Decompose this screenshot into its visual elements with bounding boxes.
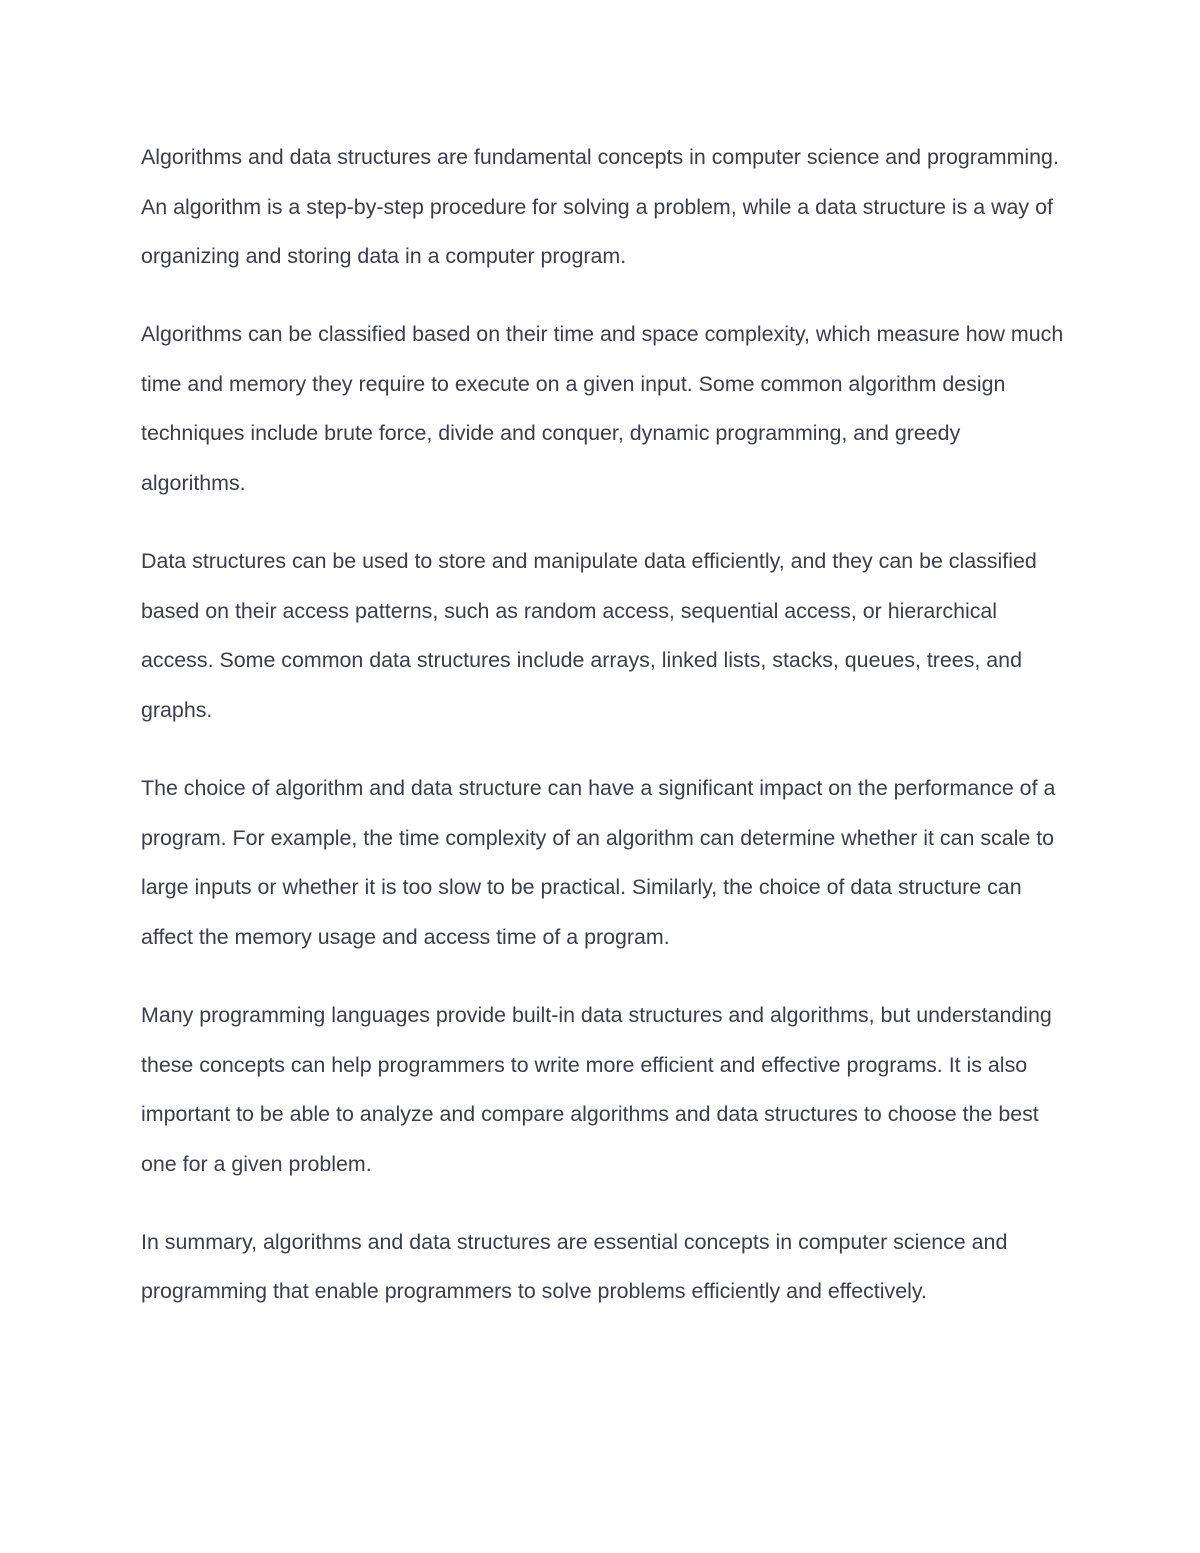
paragraph-summary: In summary, algorithms and data structures are essential concepts in computer science and programming that enable programmers to solve problems efficiently and effectively. [141,1229,1008,1304]
paragraph-programming-languages: Many programming languages provide built-in data structures and algorithms, but understanding these concepts can help programmers to write more efficient and effective programs. It is also important to be able to analyze and compare algorithms and data structures to choose the best one for a given problem. [141,1002,1052,1176]
paragraph-data-structures: Data structures can be used to store and manipulate data efficiently, and they can be classified based on their access patterns, such as random access, sequential access, or hierarchical access. Some common data structures include arrays, linked lists, stacks, queues, trees, and graphs. [141,549,1037,722]
paragraph-intro: Algorithms and data structures are fundamental concepts in computer science and programming. An algorithm is a step-by-step procedure for solving a problem, while a data structure is a way of organizing and storing data in a computer program. [141,145,1059,269]
paragraph-performance-impact: The choice of algorithm and data structure can have a significant impact on the performance of a program. For example, the time complexity of an algorithm can determine whether it can scale to large inputs or whether it is too slow to be practical. Similarly, the choice of data structure can affect the memory usage and access time of a program. [141,776,1056,949]
document-body [141,133,1070,1317]
paragraph-algorithm-complexity: Algorithms can be classified based on their time and space complexity, which measure how much time and memory they require to execute on a given input. Some common algorithm design techniques include brute force, divide and conquer, dynamic programming, and greedy algorithms. [141,322,1064,496]
